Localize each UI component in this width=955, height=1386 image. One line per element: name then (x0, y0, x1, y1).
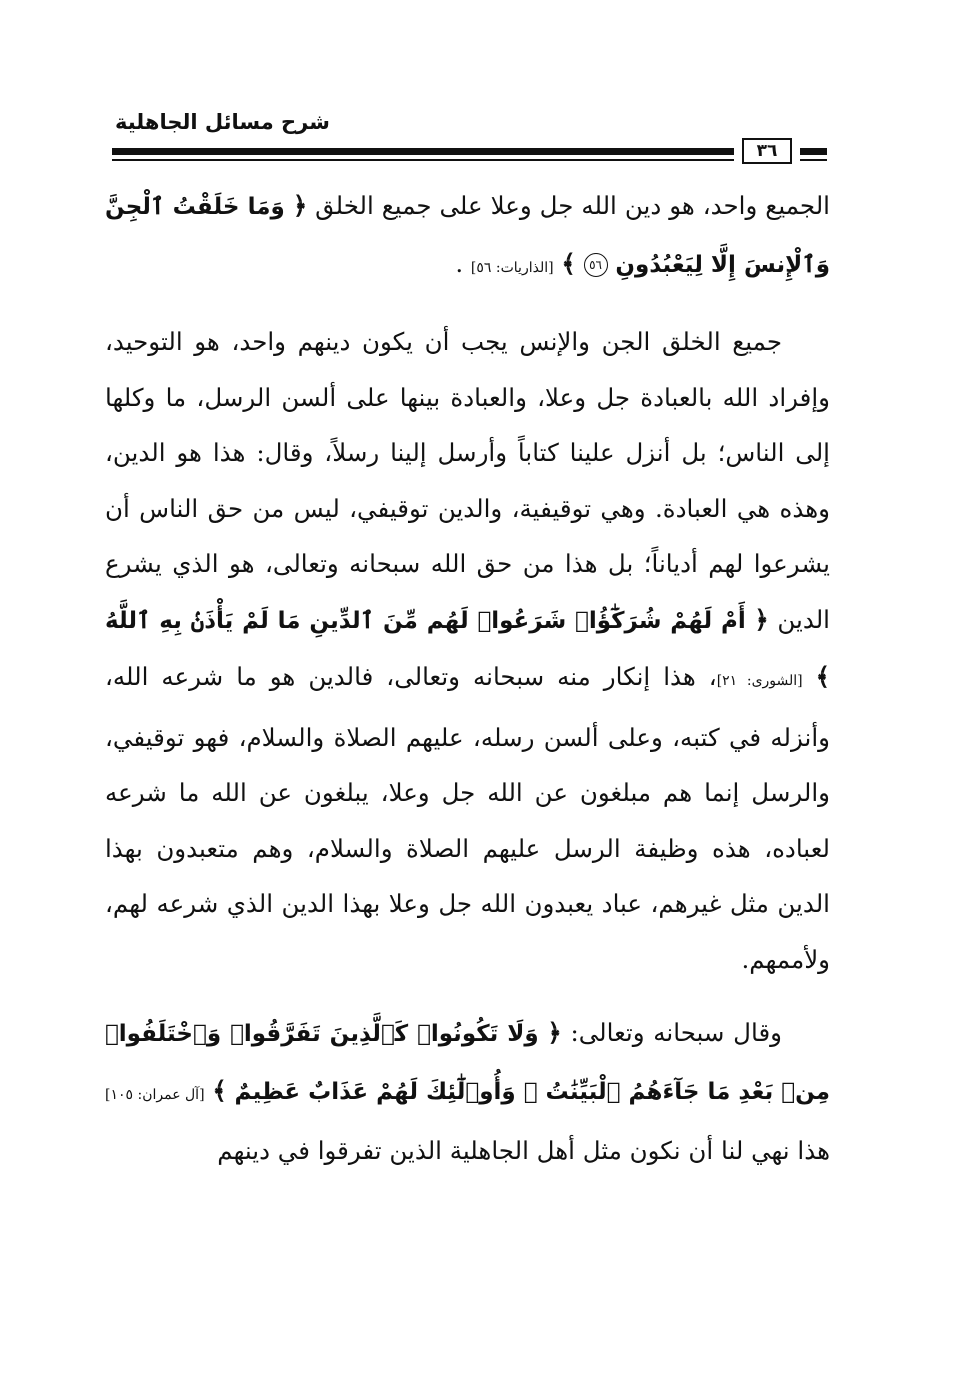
p1-end: . (455, 248, 464, 278)
quran-verse-2: أَمْ لَهُمْ شُرَكَٰٓؤُا۟ شَرَعُوا۟ لَهُم مِّنَ ٱلدِّينِ مَا لَمْ يَأْذَنۢ بِهِ ٱللَّهُ (105, 607, 746, 634)
paragraph-1 (105, 178, 830, 296)
header-rule-right-thin (800, 159, 827, 161)
quote-open: ﴿ (754, 604, 769, 634)
paragraph-gap (105, 987, 830, 1005)
quote-close: ﴾ (815, 662, 830, 691)
verse-ref-3: [آل عمران: ١٠٥] (105, 1086, 205, 1103)
quote-open: ﴿ (547, 1018, 562, 1047)
page-number: ٣٦ (742, 138, 792, 164)
paragraph-2 (105, 314, 830, 987)
running-title: شرح مسائل الجاهلية (115, 110, 330, 134)
p2-text-a: جميع الخلق الجن والإنس يجب أن يكون دينهم واحد، هو التوحيد، وإفراد الله بالعبادة جل وعلا، والعبادة بينها على ألسن الرسل، ما وكلها إلى الناس؛ بل أنزل علينا كتاباً وأرسل إلينا رسلاً، وقال: هذا هو الدين، وهذه هي العبادة. وهي توقيفية، والدين توقيفي، ليس من حق الناس أن يشرعوا لهم أدياناً؛ بل هذا من حق الله سبحانه وتعالى، هو الذي يشرع الدين (105, 327, 830, 634)
verse-number-mark: ٥٦ (584, 253, 608, 277)
quran-verse-3: وَلَا تَكُونُوا۟ كَٱلَّذِينَ تَفَرَّقُوا۟ وَٱخْتَلَفُوا۟ مِنۢ بَعْدِ مَا جَآءَهُمُ ٱلْبَيِّنَٰتُ ۚ وَأُو۟لَٰٓئِكَ لَهُمْ عَذَابٌ عَظِيمٌ (105, 1021, 831, 1105)
verse-ref-2: [الشورى: ٢١] (716, 673, 803, 689)
header-rule-thick (112, 148, 734, 155)
quote-close: ﴾ (212, 1075, 227, 1105)
p3-text-b: هذا نهي لنا أن نكون مثل أهل الجاهلية الذين تفرقوا في دينهم (217, 1136, 830, 1165)
paragraph-gap (105, 296, 830, 314)
body-text (105, 178, 830, 1179)
header-rule-thin (112, 159, 734, 161)
verse-ref-1: [الذاريات: ٥٦] (470, 259, 554, 276)
quote-open: ﴿ (292, 191, 308, 220)
p1-text: الجميع واحد، هو دين الله جل وعلا على جميع الخلق (315, 191, 830, 220)
paragraph-3 (105, 1005, 830, 1179)
quote-close: ﴾ (561, 248, 576, 278)
p2-text-b: ، هذا إنكار منه سبحانه وتعالى، فالدين هو ما شرعه الله، وأنزله في كتبه، وعلى ألسن رسله، عليهم الصلاة والسلام، فهو توقيفي، والرسل إنما هم مبلغون عن الله جل وعلا، يبلغون عن الله ما شرعه لعباده، هذه وظيفة الرسل عليهم الصلاة والسلام، وهم متعبدون بهذا الدين مثل غيرهم، عباد يعبدون الله جل وعلا بهذا الدين الذي شرعه لهم، ولأممهم. (105, 662, 830, 974)
p3-text-a: وقال سبحانه وتعالى: (570, 1018, 782, 1047)
quran-verse-1: وَمَا خَلَقْتُ ٱلْجِنَّ وَٱلْإِنسَ إِلَّا لِيَعْبُدُونِ (105, 194, 830, 278)
header-rule-right (800, 148, 827, 155)
